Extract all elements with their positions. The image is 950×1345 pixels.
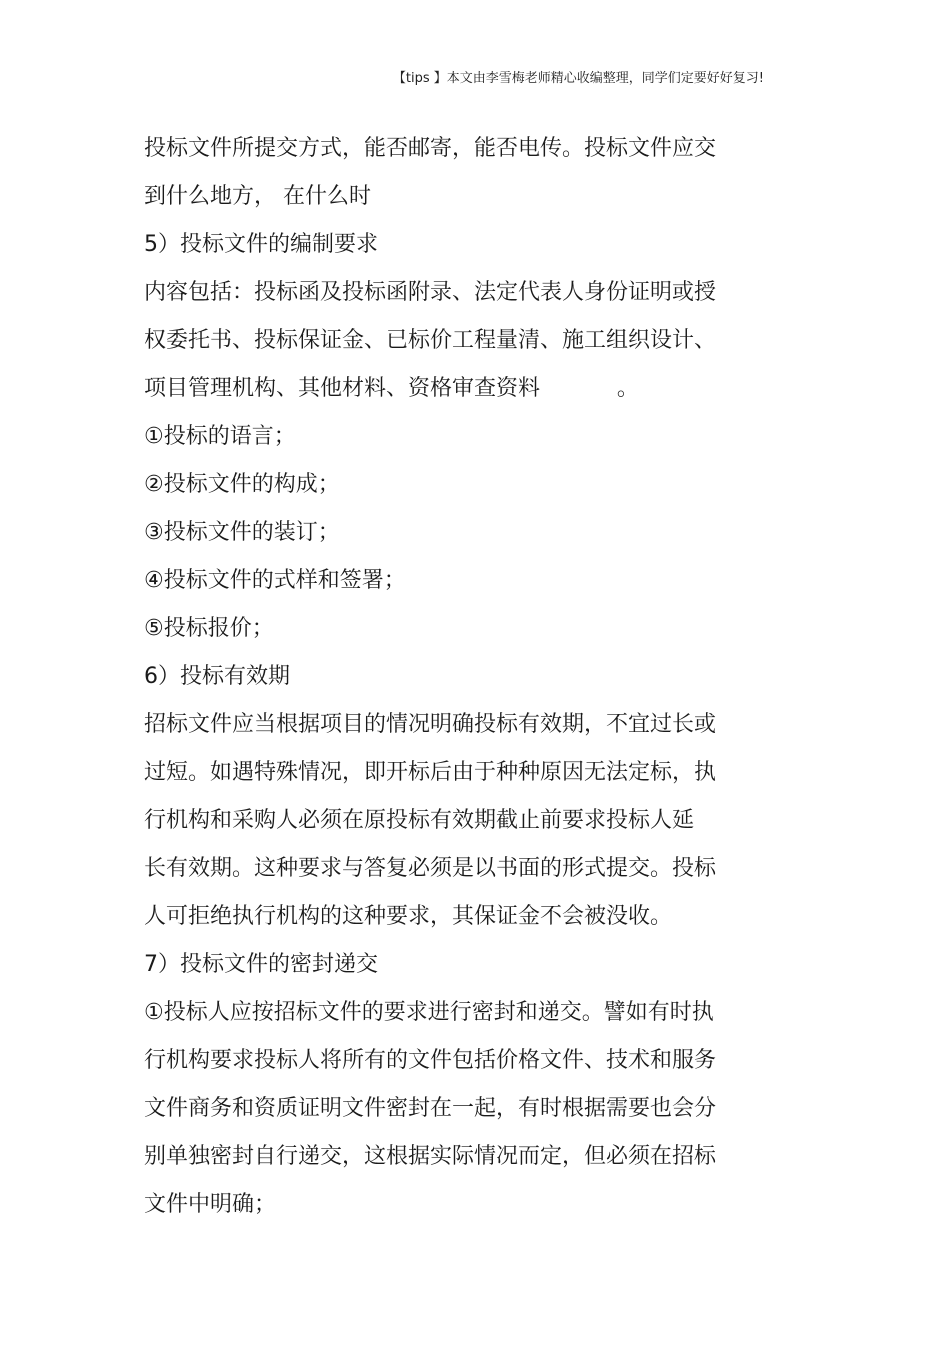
- list-item: ④投标文件的式样和签署；: [144, 568, 406, 593]
- section-heading: 5）投标文件的编制要求: [144, 232, 378, 257]
- list-item: ②投标文件的构成；: [144, 472, 340, 497]
- paragraph-line: 内容包括：投标函及投标函附录、法定代表人身份证明或授: [144, 280, 717, 305]
- paragraph-line: 权委托书、投标保证金、已标价工程量清、施工组织设计、: [144, 328, 717, 353]
- paragraph-line: 行机构和采购人必须在原投标有效期截止前要求投标人延: [144, 808, 695, 833]
- list-item: ③投标文件的装订；: [144, 520, 340, 545]
- document-body: [144, 125, 764, 1229]
- paragraph-line: 到什么地方， 在什么时: [144, 184, 371, 209]
- paragraph-line: 招标文件应当根据项目的情况明确投标有效期，不宜过长或: [144, 712, 717, 737]
- header-tip: 【tips 】本文由李雪梅老师精心收编整理，同学们定要好好复习!: [392, 71, 764, 86]
- paragraph-line: 人可拒绝执行机构的这种要求，其保证金不会被没收。: [144, 904, 673, 929]
- paragraph-line: 过短。如遇特殊情况，即开标后由于种种原因无法定标，执: [144, 760, 717, 785]
- paragraph-line: 别单独密封自行递交，这根据实际情况而定，但必须在招标: [144, 1144, 717, 1169]
- list-item: ①投标的语言；: [144, 424, 296, 449]
- paragraph-line: 文件商务和资质证明文件密封在一起，有时根据需要也会分: [144, 1096, 717, 1121]
- list-item: ⑤投标报价；: [144, 616, 274, 641]
- paragraph-line: ①投标人应按招标文件的要求进行密封和递交。譬如有时执: [144, 1000, 714, 1025]
- section-heading: 7）投标文件的密封递交: [144, 952, 378, 977]
- paragraph-line: 长有效期。这种要求与答复必须是以书面的形式提交。投标: [144, 856, 717, 881]
- paragraph-line: 项目管理机构、其他材料、资格审查资料 。: [144, 376, 639, 401]
- paragraph-line: 投标文件所提交方式，能否邮寄，能否电传。投标文件应交: [144, 136, 717, 161]
- section-heading: 6）投标有效期: [144, 664, 290, 689]
- paragraph-line: 行机构要求投标人将所有的文件包括价格文件、技术和服务: [144, 1048, 717, 1073]
- paragraph-line: 文件中明确；: [144, 1192, 277, 1217]
